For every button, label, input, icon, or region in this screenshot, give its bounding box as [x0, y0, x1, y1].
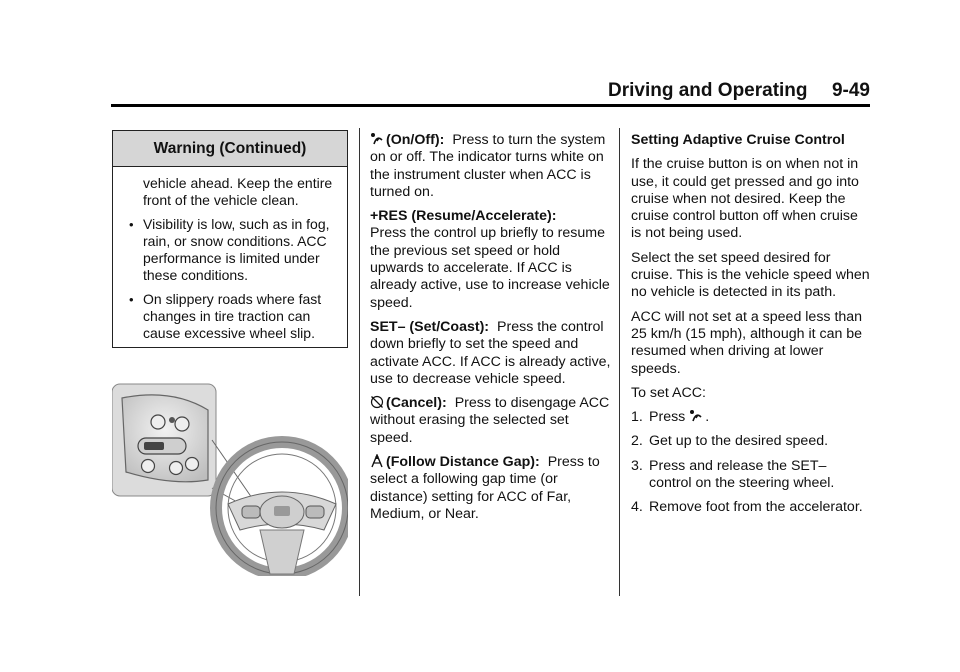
paragraph-1: If the cruise button is on when not in use, it could get pressed and go into cruise when not desired. Keep the cruise control button off when cruise is not being used.	[631, 156, 859, 242]
on-off-label: (On/Off):	[386, 132, 445, 148]
on-off-text: Press to turn the system on or off. The indicator turns white on the instrument cluster when ACC is turned on.	[370, 132, 606, 200]
section-heading: Setting Adaptive Cruise Control	[631, 132, 845, 148]
step-number: 4.	[631, 499, 643, 516]
warning-continuation: vehicle ahead. Keep the entire front of the vehicle clean.	[143, 175, 333, 208]
column-divider-1	[359, 128, 360, 596]
gap-label: (Follow Distance Gap):	[386, 454, 540, 471]
column-3	[631, 132, 871, 524]
step-text: Remove foot from the accelerator.	[649, 499, 863, 516]
section-title: Driving and Operating	[608, 80, 808, 101]
warning-box	[112, 130, 348, 348]
step-item	[631, 409, 871, 426]
step-number: 2.	[631, 433, 643, 450]
paragraph-set	[370, 319, 614, 388]
step-text: Press and release the SET– control on the steering wheel.	[649, 457, 835, 492]
resume-label: +RES (Resume/Accelerate):	[370, 208, 557, 225]
step-text-end: .	[705, 409, 710, 426]
paragraph-cancel	[370, 395, 614, 447]
warning-title: Warning (Continued)	[113, 131, 347, 167]
warning-body	[113, 167, 347, 342]
set-text: Press the control down briefly to set the speed and activate ACC. If ACC is already active, use to decrease vehicle speed.	[370, 318, 611, 387]
column-divider-2	[619, 128, 620, 596]
steering-wheel-illustration	[112, 380, 348, 576]
cruise-on-off-icon	[370, 132, 384, 146]
gap-text: Press to select a following gap time (or distance) setting for ACC of Far, Medium, or Near.	[370, 454, 600, 522]
cancel-text: Press to disengage ACC without erasing the selected set speed.	[370, 395, 610, 446]
header-rule	[111, 104, 870, 107]
warning-bullet: • On slippery roads where fast changes in tire traction can cause excessive wheel slip.	[143, 291, 337, 342]
step-item	[631, 458, 871, 493]
cruise-cancel-icon	[370, 395, 384, 409]
resume-text: Press the control up briefly to resume the previous set speed or hold upwards to accelerate. If ACC is already active, use to increase vehicle speed.	[370, 225, 610, 311]
cruise-on-off-icon	[175, 417, 189, 431]
paragraph-gap	[370, 454, 614, 523]
page-number: 9-49	[831, 80, 870, 101]
step-text: Press	[649, 409, 686, 426]
cruise-on-off-icon	[689, 409, 703, 423]
step-item	[631, 433, 871, 450]
cancel-label: (Cancel):	[386, 395, 447, 412]
paragraph-3: ACC will not set at a speed less than 25 km/h (15 mph), although it can be resumed when driving at lower speeds.	[631, 308, 863, 377]
paragraph-resume	[370, 208, 614, 312]
page-header	[608, 80, 870, 104]
paragraph-on-off	[370, 132, 614, 201]
steps-intro: To set ACC:	[631, 384, 706, 401]
step-text: Get up to the desired speed.	[649, 433, 829, 450]
set-label: SET– (Set/Coast):	[370, 318, 490, 335]
paragraph-2: Select the set speed desired for cruise. This is the vehicle speed when no vehicle is detected in its path.	[631, 249, 870, 301]
warning-bullet: • Visibility is low, such as in fog, rain, or snow conditions. ACC performance is limited under these conditions.	[143, 216, 337, 284]
column-2	[370, 132, 614, 530]
step-item	[631, 499, 871, 516]
follow-distance-gap-icon	[370, 454, 384, 468]
step-number: 1.	[631, 409, 643, 426]
step-number: 3.	[631, 457, 643, 474]
